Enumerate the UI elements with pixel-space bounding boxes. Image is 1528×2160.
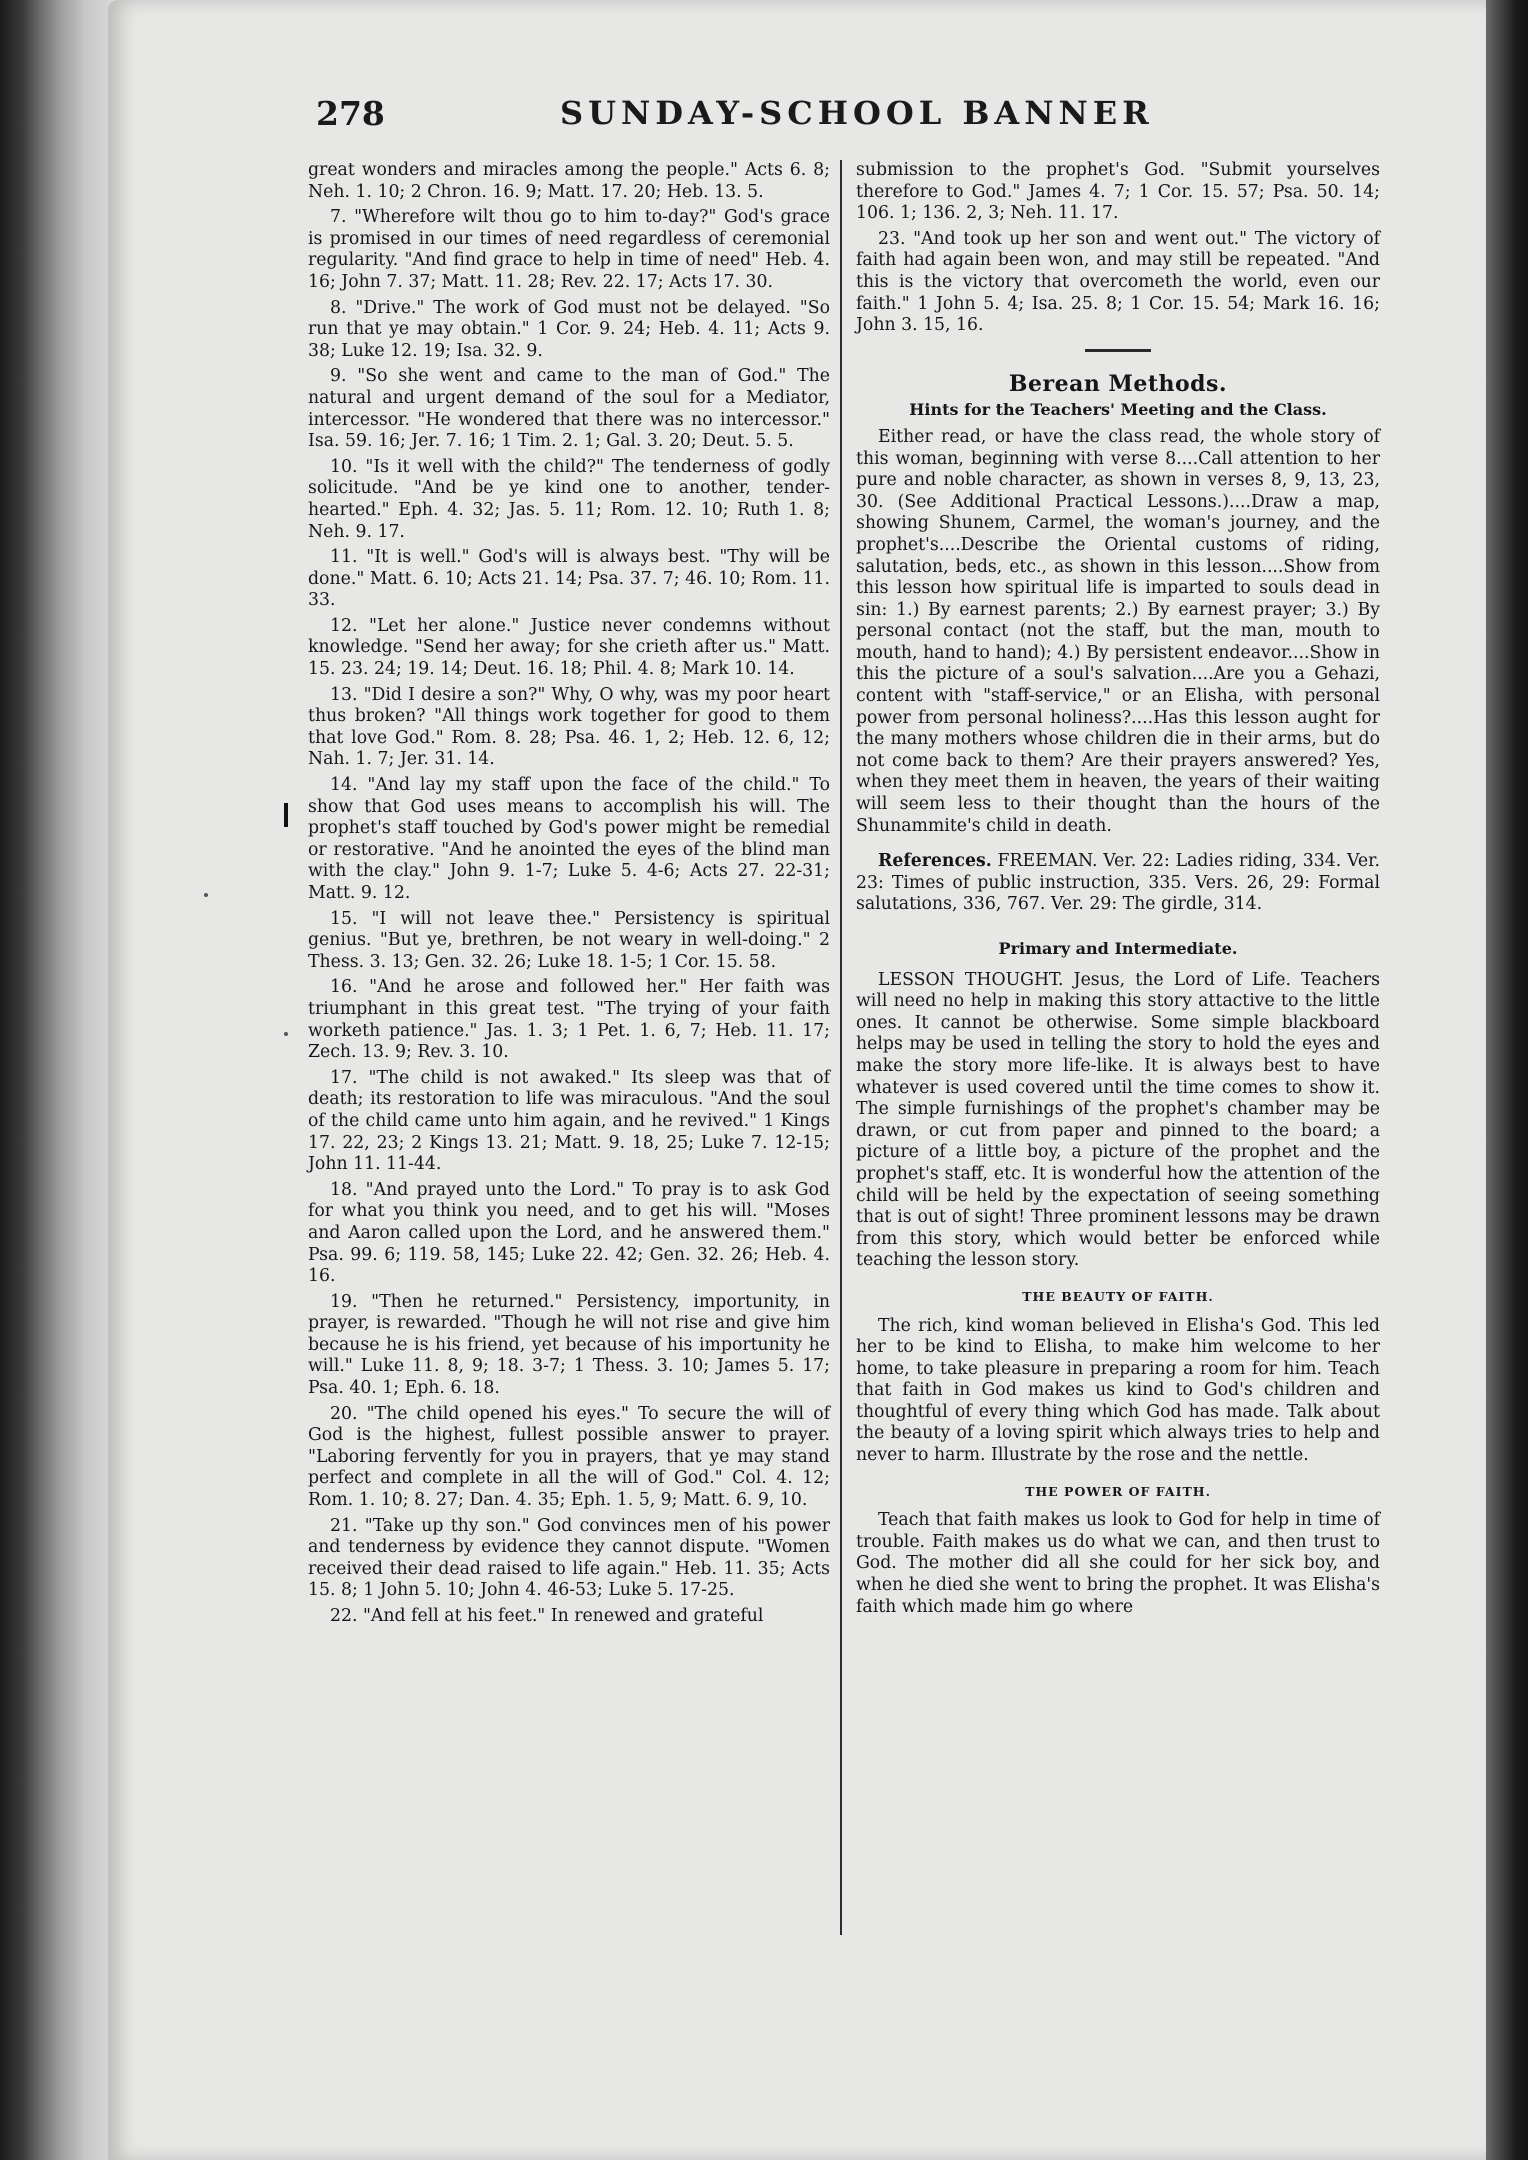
references-text: FREEMAN. Ver. 22: Ladies riding, 334. Ver. 23: Times of public instruction, 335. Vers. 26, 29: Formal salutations, 336, 767. Ver. 29: The girdle, 314.: [856, 851, 1381, 915]
lesson-thought-label: LESSON THOUGHT.: [878, 969, 1064, 990]
running-title: SUNDAY-SCHOOL BANNER: [560, 94, 1154, 132]
berean-hints-paragraph: Either read, or have the class read, the whole story of this woman, beginning with verse 8....Call attention to her pure and noble character, as shown in verses 8, 9, 13, 23, 30. (See Additional Practical Lessons.)....Draw a map, showing Shunem, Carmel, the woman's journey, and the prophet's....Describe the Oriental customs of riding, salutation, beds, etc., as shown in this lesson....Show from this lesson how spiritual life is imparted to souls dead in sin: 1.) By earnest parents; 2.) By earnest prayer; 3.) By personal contact (not the staff, but the man, mouth to mouth, hand to hand); 4.) By persistent endeavor....Show in this the picture of a soul's salvation....Are you a Gehazi, content with "staff-service," or an Elisha, with personal power from personal holiness?....Has this lesson aught for the many mothers whose children die in their arms, but do not come back to them? Are their prayers answered? Yes, when they meet them in heaven, the years of their waiting will seem less to their thought than the hours of the Shunammite's child in death.: [856, 426, 1380, 836]
paragraph: 8. "Drive." The work of God must not be delayed. "So run that ye may obtain." 1 Cor. 9. 24; Heb. 4. 11; Acts 9. 38; Luke 12. 19; Isa. 32. 9.: [308, 297, 830, 361]
berean-methods-heading: Berean Methods.: [1008, 370, 1228, 397]
paragraph: 12. "Let her alone." Justice never condemns without knowledge. "Send her away; for she crieth after us." Matt. 15. 23. 24; 19. 14; Deut. 16. 18; Phil. 4. 8; Mark 10. 14.: [308, 615, 830, 680]
left-column: [308, 160, 830, 1632]
paragraph: 19. "Then he returned." Persistency, importunity, in prayer, is rewarded. "Though he will not rise and give him because he is his friend, yet because of his importunity he will." Luke 11. 8, 9; 18. 3-7; 1 Thess. 3. 10; James 5. 17; Psa. 40. 1; Eph. 6. 18.: [308, 1291, 830, 1399]
power-of-faith-paragraph: Teach that faith makes us look to God for help in time of trouble. Faith makes us do what we can, and then trust to God. The mother did all she could for her sick boy, and when he died she went to bring the prophet. It was Elisha's faith which made him go where: [856, 1510, 1380, 1617]
berean-subheading: Hints for the Teachers' Meeting and the Class.: [909, 400, 1327, 420]
paragraph: 15. "I will not leave thee." Persistency is spiritual genius. "But ye, brethren, be not weary in well-doing." 2 Thess. 3. 13; Gen. 32. 26; Luke 18. 1-5; 1 Cor. 15. 58.: [308, 908, 830, 972]
paragraph: 23. "And took up her son and went out." The victory of faith had again been won, and may still be repeated. "And this is the victory that overcometh the world, even our faith." 1 John 5. 4; Isa. 25. 8; 1 Cor. 15. 54; Mark 16. 16; John 3. 15, 16.: [856, 228, 1380, 336]
beauty-of-faith-heading: THE BEAUTY OF FAITH.: [1022, 1288, 1214, 1304]
paragraph: 16. "And he arose and followed her." Her faith was triumphant in this great test. "The trying of your faith worketh patience." Jas. 1. 3; 1 Pet. 1. 6, 7; Heb. 11. 17; Zech. 13. 9; Rev. 3. 10.: [308, 977, 830, 1063]
paragraph: 17. "The child is not awaked." Its sleep was that of death; its restoration to life was miraculous. "And the soul of the child came unto him again, and he revived." 1 Kings 17. 22, 23; 2 Kings 13. 21; Matt. 9. 18, 25; Luke 7. 12-15; John 11. 11-44.: [308, 1067, 830, 1175]
right-column: [856, 160, 1380, 1622]
column-divider: [840, 160, 842, 1935]
references-label: References.: [878, 851, 992, 872]
paragraph: 11. "It is well." God's will is always best. "Thy will be done." Matt. 6. 10; Acts 21. 14; Psa. 37. 7; 46. 10; Rom. 11. 33.: [308, 547, 830, 611]
page-speck: [284, 1032, 288, 1036]
paragraph: 21. "Take up thy son." God convinces men of his power and tenderness by evidence they cannot dispute. "Women received their dead raised to life again." Heb. 11. 35; Acts 15. 8; 1 John 5. 10; John 4. 46-53; Luke 5. 17-25.: [308, 1515, 830, 1601]
paragraph: 22. "And fell at his feet." In renewed and grateful: [330, 1606, 764, 1626]
references-paragraph: [856, 851, 1380, 916]
paragraph: 10. "Is it well with the child?" The tenderness of godly solicitude. "And be ye kind one to another, tender-hearted." Eph. 4. 32; Jas. 5. 11; Rom. 12. 10; Ruth 1. 8; Neh. 9. 17.: [308, 456, 830, 542]
paragraph: 14. "And lay my staff upon the face of the child." To show that God uses means to accomplish his will. The prophet's staff touched by God's power might be remedial or restorative. "And he anointed the eyes of the blind man with the clay." John 9. 1-7; Luke 5. 4-6; Acts 27. 22-31; Matt. 9. 12.: [308, 775, 830, 903]
book-page-edges: [0, 0, 118, 2160]
lesson-thought-paragraph: [856, 970, 1380, 1272]
beauty-of-faith-paragraph: The rich, kind woman believed in Elisha's God. This led her to be kind to Elisha, to make him welcome to her home, to take pleasure in preparing a room for him. Teach that faith in God makes us kind to God's children and thoughtful of every thing which God has made. Talk about the beauty of a loving spirit which always tries to help and never to harm. Illustrate by the rose and the nettle.: [856, 1315, 1380, 1466]
primary-intermediate-heading: Primary and Intermediate.: [998, 939, 1238, 958]
paragraph: great wonders and miracles among the people." Acts 6. 8; Neh. 1. 10; 2 Chron. 16. 9; Matt. 17. 20; Heb. 13. 5.: [308, 160, 830, 202]
binding-shadow: [1486, 0, 1528, 2160]
paragraph: 7. "Wherefore wilt thou go to him to-day?" God's grace is promised in our times of need regardless of ceremonial regularity. "And find grace to help in time of need" Heb. 4. 16; John 7. 37; Matt. 11. 28; Rev. 22. 17; Acts 17. 30.: [308, 207, 830, 292]
paragraph: submission to the prophet's God. "Submit yourselves therefore to God." James 4. 7; 1 Cor. 15. 57; Psa. 50. 14; 106. 1; 136. 2, 3; Neh. 11. 17.: [856, 160, 1380, 224]
power-of-faith-heading: THE POWER OF FAITH.: [1025, 1483, 1211, 1499]
paragraph: 9. "So she went and came to the man of God." The natural and urgent demand of the soul for a Mediator, intercessor. "He wondered that there was no intercessor." Isa. 59. 16; Jer. 7. 16; 1 Tim. 2. 1; Gal. 3. 20; Deut. 5. 5.: [308, 366, 830, 452]
page-number: 278: [316, 94, 385, 133]
paragraph: 20. "The child opened his eyes." To secure the will of God is the highest, fullest possible answer to prayer. "Laboring fervently for you in prayers, that ye may stand perfect and complete in all the will of God." Col. 4. 12; Rom. 1. 10; 8. 27; Dan. 4. 35; Eph. 1. 5, 9; Matt. 6. 9, 10.: [308, 1403, 830, 1511]
page-speck: [204, 893, 208, 897]
margin-mark: [284, 803, 288, 827]
paragraph: 18. "And prayed unto the Lord." To pray is to ask God for what you think you need, and to get his will. "Moses and Aaron called upon the Lord, and he answered them." Psa. 99. 6; 119. 58, 145; Luke 22. 42; Gen. 32. 26; Heb. 4. 16.: [308, 1179, 830, 1287]
section-rule: [1085, 349, 1151, 352]
paragraph: 13. "Did I desire a son?" Why, O why, was my poor heart thus broken? "All things work together for good to them that love God." Rom. 8. 28; Psa. 46. 1, 2; Heb. 12. 6, 12; Nah. 1. 7; Jer. 31. 14.: [308, 684, 830, 770]
lesson-thought-text: Jesus, the Lord of Life. Teachers will need no help in making this story attactive to the little ones. It cannot be otherwise. Some simple blackboard helps may be used in telling the story to hold the eyes and make the story more life-like. It is always best to have whatever is used covered until the time comes to show it. The simple furnishings of the prophet's chamber may be drawn, or cut from paper and pinned to the board; a picture of a little boy, a picture of the prophet and the prophet's staff, etc. It is wonderful how the attention of the child will be held by the expectation of seeing something that is out of sight! Three prominent lessons may be drawn from this story, which would better be enforced while teaching the lesson story.: [856, 969, 1380, 1271]
